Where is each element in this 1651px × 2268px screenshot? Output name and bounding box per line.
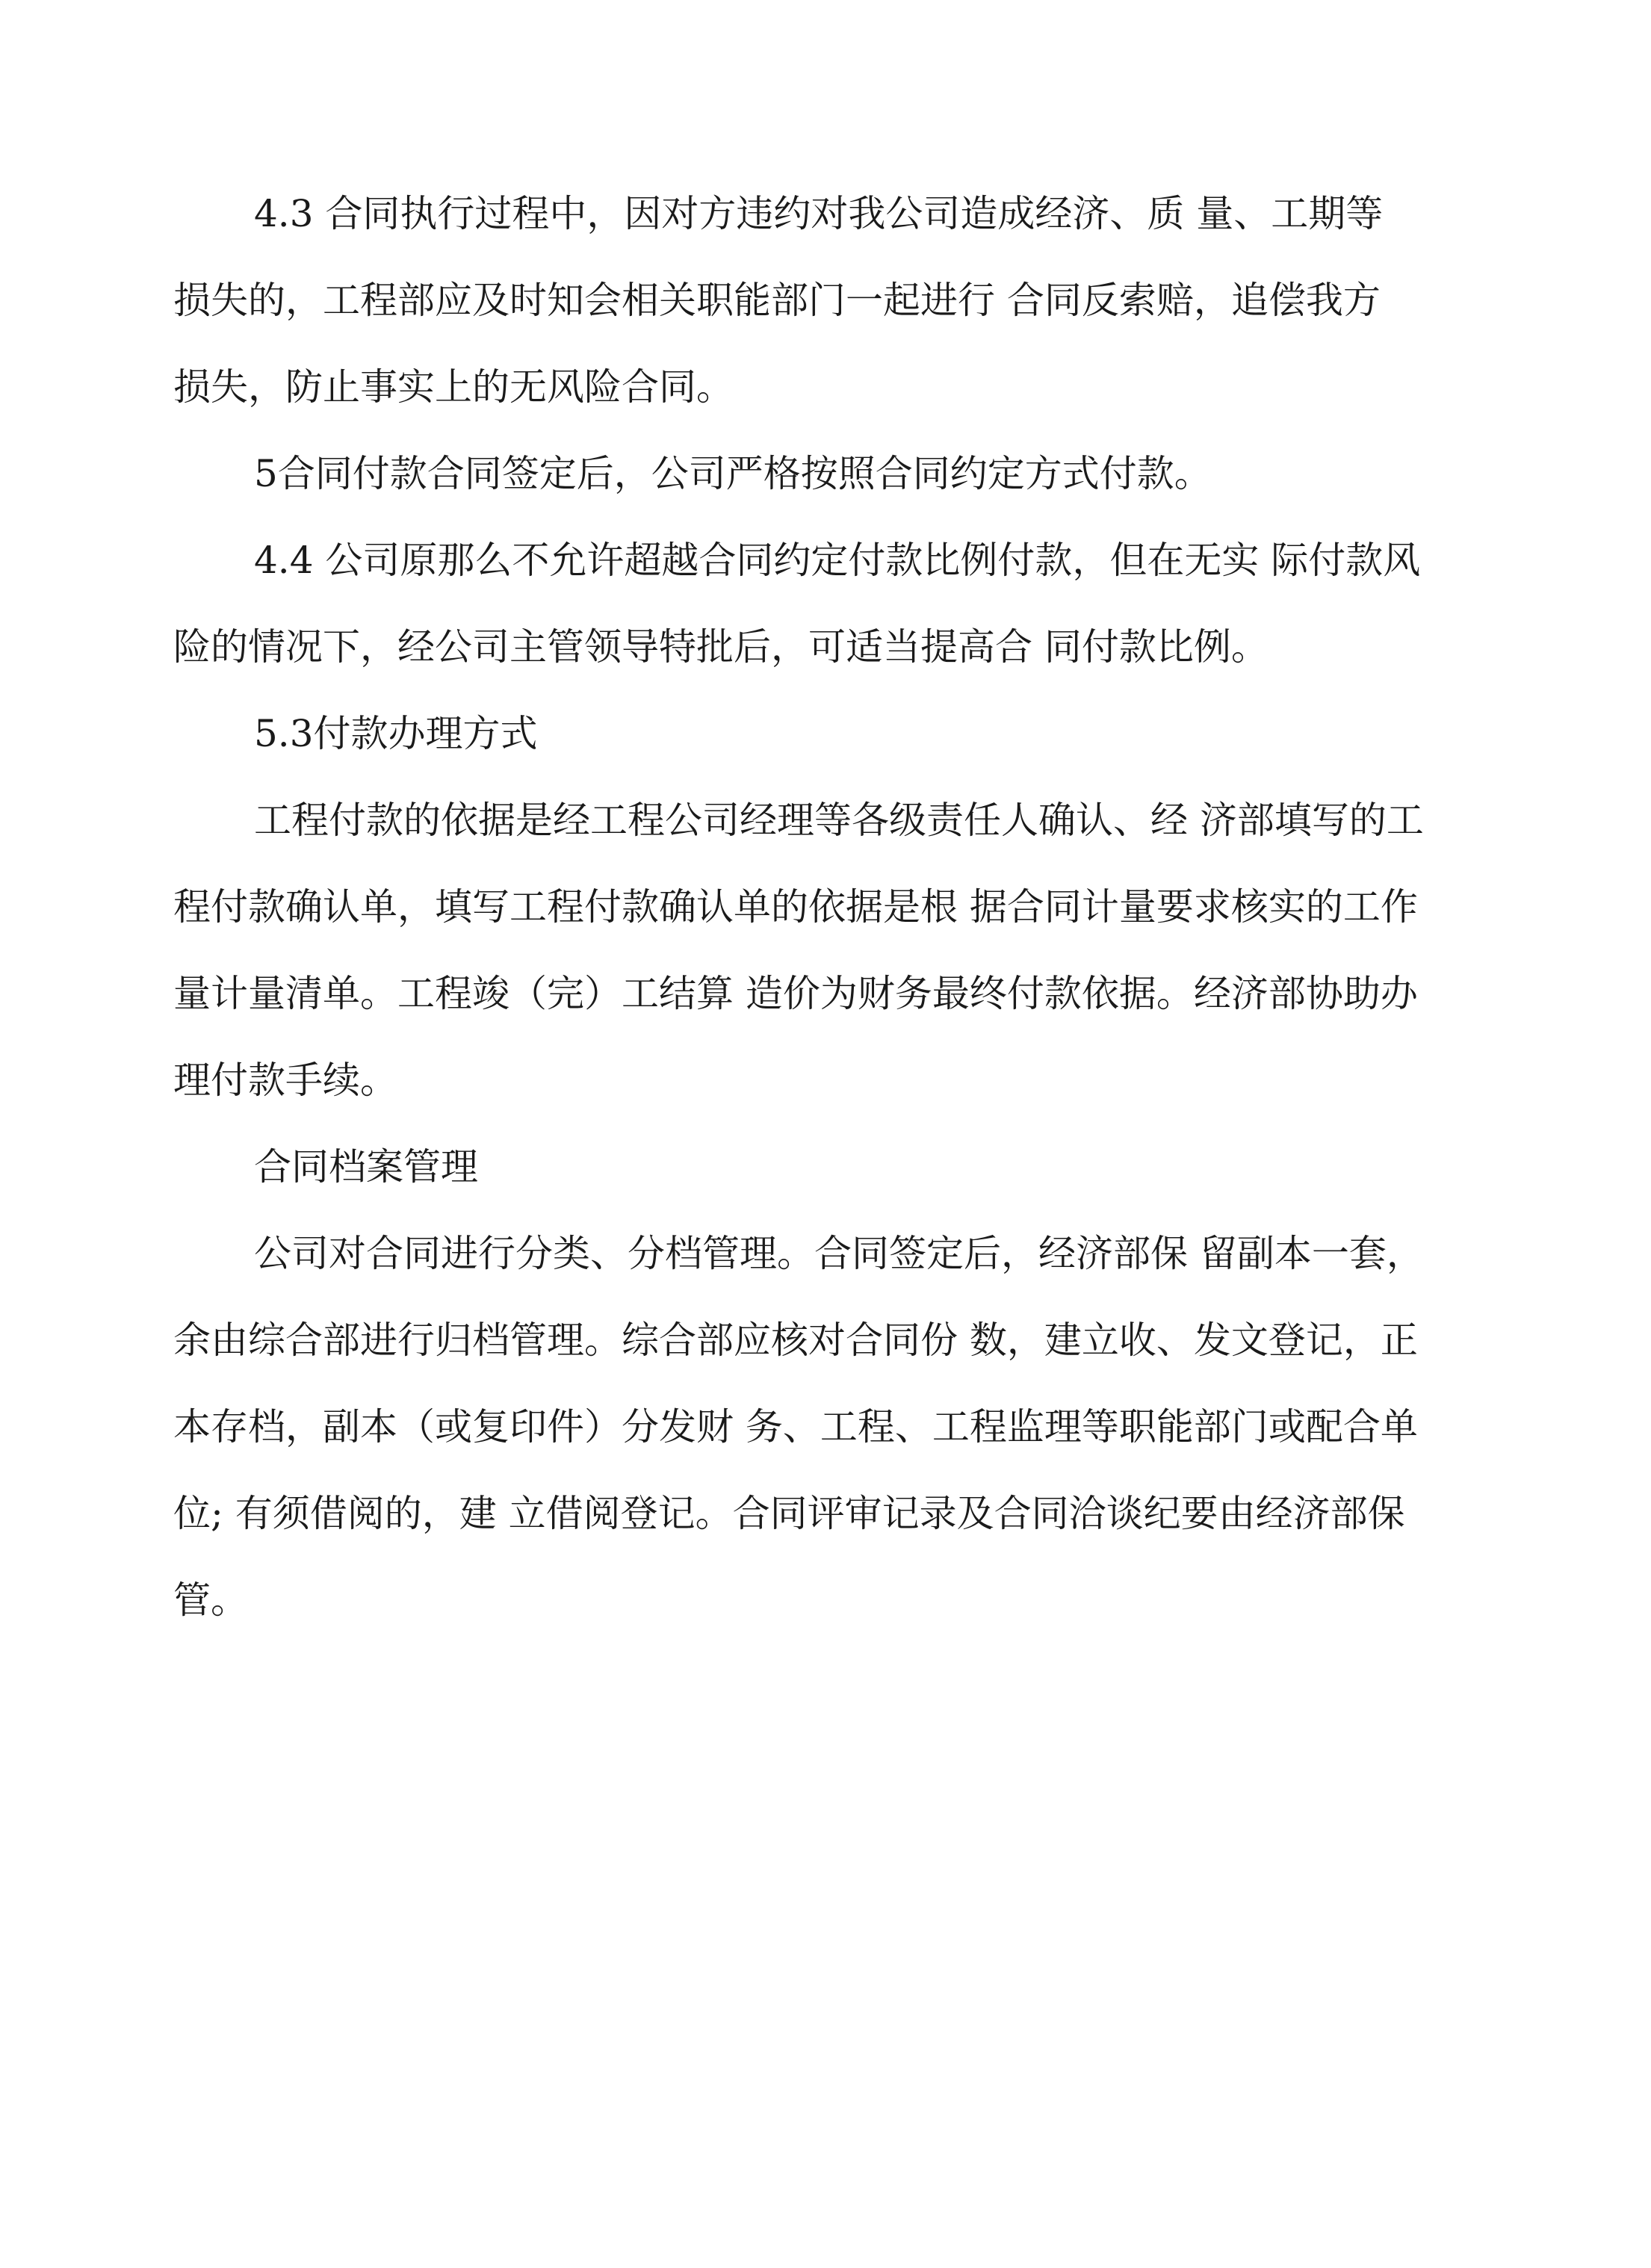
text-line: 4.4 公司原那么不允许超越合同约定付款比例付款，但在无实 际付款风 bbox=[254, 539, 1421, 582]
text-line: 损失的，工程部应及时知会相关职能部门一起进行 合同反索赔，追偿我方 bbox=[173, 279, 1381, 322]
document-body bbox=[173, 170, 1496, 1643]
text-line: 合同档案管理 bbox=[254, 1145, 478, 1189]
text-line: 量计量清单。工程竣（完）工结算 造价为财务最终付款依据。经济部协助办 bbox=[173, 972, 1418, 1015]
text-line: 险的情况下，经公司主管领导特批后，可适当提高合 同付款比例。 bbox=[173, 625, 1269, 669]
text-line: 5合同付款合同签定后，公司严格按照合同约定方式付款。 bbox=[254, 452, 1212, 495]
text-line: 余由综合部进行归档管理。综合部应核对合同份 数，建立收、发文登记，正 bbox=[173, 1319, 1418, 1362]
text-line: 5.3付款办理方式 bbox=[254, 712, 538, 755]
text-line: 损失，防止事实上的无风险合同。 bbox=[173, 365, 734, 409]
text-line: 公司对合同进行分类、分档管理。合同签定后，经济部保 留副本一套， bbox=[254, 1232, 1424, 1275]
paragraph-archive-management bbox=[173, 1210, 1496, 1643]
paragraph-contract-claims bbox=[173, 170, 1496, 430]
text-line: 管。 bbox=[173, 1578, 248, 1622]
section-heading-payment-method bbox=[173, 690, 1496, 777]
text-line: 工程付款的依据是经工程公司经理等各级责任人确认、经 济部填写的工 bbox=[254, 799, 1424, 842]
text-line: 理付款手续。 bbox=[173, 1059, 397, 1102]
text-line: 位; 有须借阅的，建 立借阅登记。合同评审记录及合同洽谈纪要由经济部保 bbox=[173, 1492, 1405, 1535]
paragraph-payment-basis bbox=[173, 777, 1496, 1124]
text-line: 本存档，副本（或复印件）分发财 务、工程、工程监理等职能部门或配合单 bbox=[173, 1405, 1418, 1449]
paragraph-payment-ratio bbox=[173, 517, 1496, 690]
text-line: 程付款确认单，填写工程付款确认单的依据是根 据合同计量要求核实的工作 bbox=[173, 885, 1418, 929]
paragraph-contract-payment bbox=[173, 430, 1496, 517]
section-heading-archive-management bbox=[173, 1124, 1496, 1210]
text-line: 4.3 合同执行过程中，因对方违约对我公司造成经济、质 量、工期等 bbox=[254, 192, 1384, 235]
